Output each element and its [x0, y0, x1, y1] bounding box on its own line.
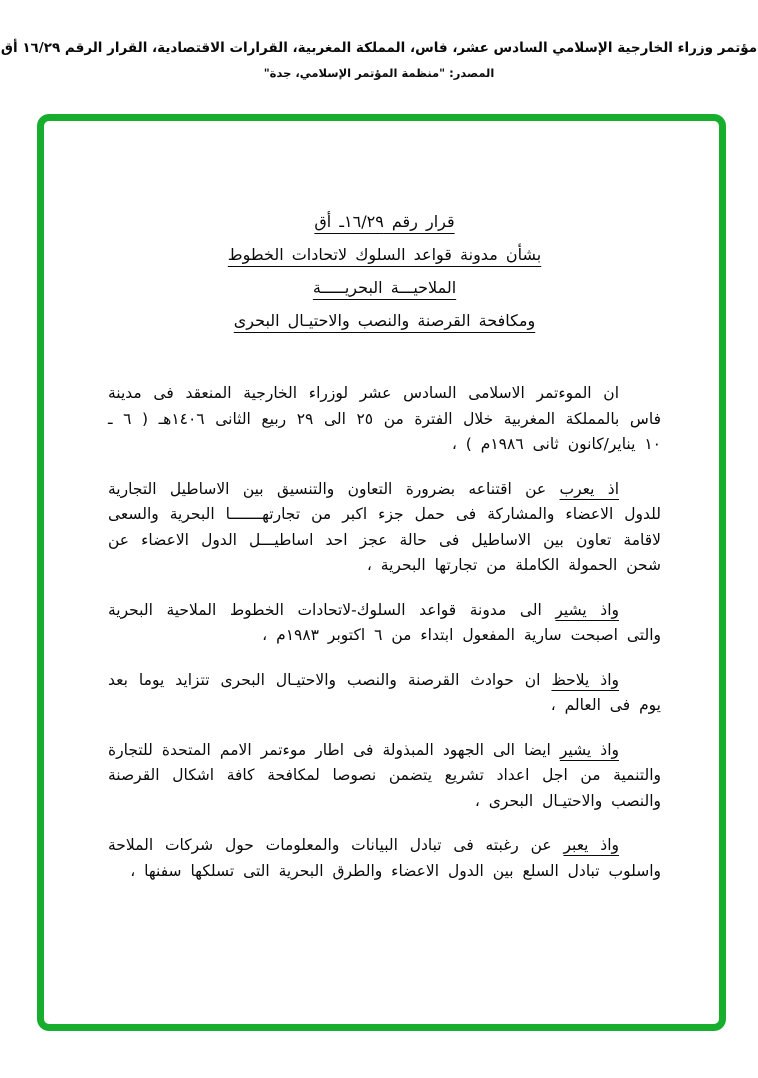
paragraph-lead: واذ يعبر: [563, 836, 619, 854]
paragraph-expresses-desire: [108, 833, 661, 884]
paragraph-lead: واذ يلاحظ: [551, 670, 619, 689]
paragraph-lead: اذ يعرب: [559, 479, 619, 498]
green-frame: [37, 114, 726, 1031]
paragraph-text: ان الموءتمر الاسلامى السادس عشر لوزراء الخارجية المنعقد فى مدينة فاس بالمملكة المغربية خلال الفترة من ٢٥ الى ٢٩ ربيع الثانى ١٤٠٦هـ ( ٦ ـ ١٠ يناير/كانون ثانى ١٩٨٦م ) ،: [108, 384, 661, 453]
paragraph-lead: واذ يشير: [559, 740, 619, 759]
document-header: [0, 40, 758, 80]
resolution-subject-line-3: ومكافحة القرصنة والنصب والاحتيـال البحرى: [233, 311, 536, 330]
paragraph-refers-unctad: [108, 738, 661, 815]
resolution-preamble: [108, 381, 661, 884]
paragraph-text: الى مدونة قواعد السلوك-لاتحادات الخطوط الملاحية البحرية والتى اصبحت سارية المفعول ابتداء من ٦ اكتوبر ١٩٨٣م ،: [108, 600, 661, 644]
paragraph-expresses-conviction: [108, 477, 661, 579]
paragraph-notes-incidents: [108, 668, 661, 719]
paragraph-text: عن اقتناعه بضرورة التعاون والتنسيق بين الاساطيل التجارية للدول الاعضاء والمشاركة فى حمل جزء اكبر من تجارتهـــــــا البحرية والسعى لاقامة تعاون بين الاساطيل فى حالة عجز احد اساطيـــل الدول الاعضاء عن شحن الحمولة الكاملة من تجارتها البحرية ،: [108, 479, 661, 574]
paragraph-lead: واذ يشير: [555, 600, 619, 619]
resolution-subject-line-1: بشأن مدونة قواعد السلوك لاتحادات الخطوط: [227, 245, 542, 264]
paragraph-text: ان حوادث القرصنة والنصب والاحتيـال البحرى تتزايد يوما بعد يوم فى العالم ،: [108, 670, 661, 714]
header-source-line: المصدر: "منظمة المؤتمر الإسلامي، جدة": [263, 66, 495, 80]
paragraph-refers-code: [108, 598, 661, 649]
resolution-title-block: [108, 205, 661, 337]
paragraph-text: ايضا الى الجهود المبذولة فى اطار موءتمر الامم المتحدة للتجارة والتنمية من اجل اعداد تشريع يتضمن نصوصا لمكافحة كافة اشكال القرصنة والنصب والاحتيـال البحرى ،: [108, 740, 661, 810]
resolution-number-line: قرار رقم ١٦/٢٩ـ أق: [314, 212, 455, 231]
paragraph-text: عن رغبته فى تبادل البيانات والمعلومات حول شركات الملاحة واسلوب تبادل السلع بين الدول الاعضاء والطرق البحرية التى تسلكها سفنها ،: [108, 836, 661, 880]
paragraph-opening: [108, 381, 661, 458]
resolution-subject-line-2: الملاحيـــة البحريـــــة: [312, 278, 457, 297]
scanned-document-body: [44, 121, 719, 1024]
header-citation-line: مؤتمر وزراء الخارجية الإسلامي السادس عشر، فاس، المملكة المغربية، القرارات الاقتصادية، القرار الرقم ١٦/٢٩ أق: [0, 40, 758, 56]
